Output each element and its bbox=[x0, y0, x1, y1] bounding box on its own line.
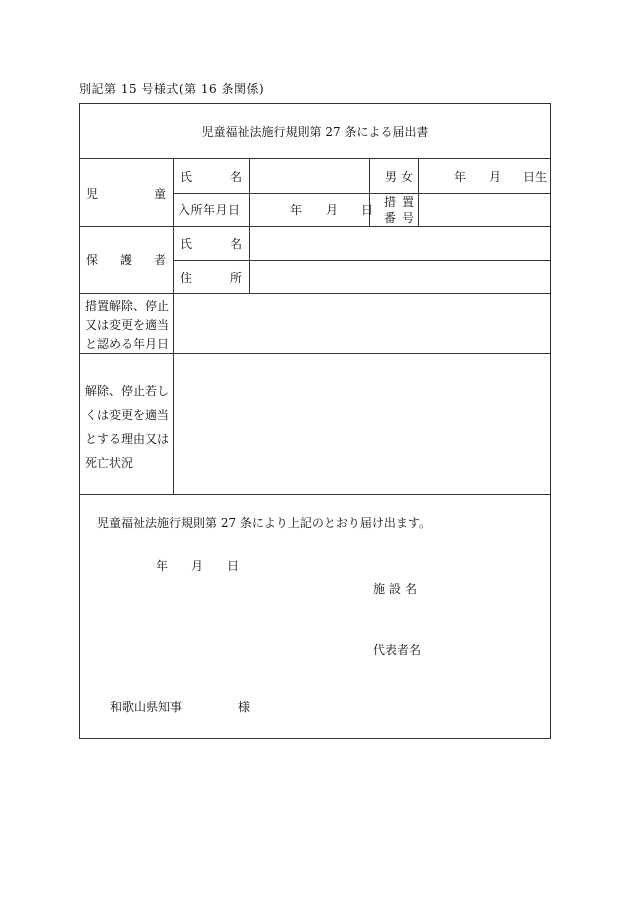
admission-date-day: 日 bbox=[361, 203, 374, 217]
admission-date-month: 月 bbox=[326, 203, 339, 217]
cancel-date-label bbox=[85, 297, 169, 354]
reason-field[interactable] bbox=[174, 354, 550, 494]
declaration-date-month: 月 bbox=[191, 559, 204, 573]
measure-number-char: 号 bbox=[401, 211, 414, 225]
guardian-name-field[interactable] bbox=[250, 227, 550, 260]
guardian-label bbox=[86, 254, 166, 266]
birth-date-field[interactable] bbox=[419, 159, 550, 193]
declaration-date-year: 年 bbox=[156, 559, 169, 573]
guardian-label-char: 護 bbox=[119, 253, 132, 267]
measure-number-char: 番 bbox=[384, 211, 397, 225]
sex-label-char: 女 bbox=[400, 170, 413, 184]
divider bbox=[80, 494, 550, 495]
honorific: 様 bbox=[238, 700, 251, 714]
admission-date-year: 年 bbox=[290, 203, 303, 217]
measure-number-label-bottom bbox=[384, 212, 414, 224]
reason-label-line: 死亡状況 bbox=[85, 456, 134, 470]
declaration-date-day: 日 bbox=[227, 559, 240, 573]
measure-number-char: 置 bbox=[401, 195, 414, 209]
child-label bbox=[86, 188, 166, 200]
guardian-label-char: 者 bbox=[153, 253, 166, 267]
guardian-label-char: 保 bbox=[86, 253, 99, 267]
cancel-date-label-line: 又は変更を適当 bbox=[85, 318, 170, 332]
cancel-date-label-line: と認める年月日 bbox=[85, 337, 170, 351]
declaration-text: 児童福祉法施行規則第 27 条により上記のとおり届け出ます。 bbox=[97, 516, 431, 530]
facility-name-label-char: 施 bbox=[373, 582, 386, 596]
facility-name-label-char: 名 bbox=[404, 582, 417, 596]
guardian-address-field[interactable] bbox=[250, 261, 550, 293]
measure-number-char: 措 bbox=[384, 195, 397, 209]
cancel-date-label-line: 措置解除、停止 bbox=[85, 299, 170, 313]
guardian-address-label-char: 住 bbox=[180, 271, 193, 285]
facility-name-label-char: 設 bbox=[388, 582, 401, 596]
child-label-char: 児 bbox=[86, 187, 99, 201]
reason-label-line: くは変更を適当 bbox=[85, 408, 170, 422]
guardian-address-label-char: 所 bbox=[229, 271, 242, 285]
admission-date-label: 入所年月日 bbox=[178, 203, 241, 217]
facility-name-label bbox=[373, 583, 417, 595]
sex-label bbox=[385, 171, 413, 183]
child-label-char: 童 bbox=[153, 187, 166, 201]
measure-number-field[interactable] bbox=[419, 194, 550, 226]
form-title: 児童福祉法施行規則第 27 条による届出書 bbox=[201, 125, 429, 139]
form-caption: 別記第 15 号様式(第 16 条関係) bbox=[79, 82, 265, 96]
notification-form bbox=[79, 103, 551, 739]
addressee: 和歌山県知事 bbox=[110, 700, 183, 714]
reason-label-line: とする理由又は bbox=[85, 432, 170, 446]
guardian-address-label bbox=[180, 272, 242, 284]
birth-date-year: 年 bbox=[454, 170, 467, 184]
measure-number-label-top bbox=[384, 196, 414, 208]
reason-label-line: 解除、停止若し bbox=[85, 384, 170, 398]
birth-date-day: 日生 bbox=[523, 170, 548, 184]
guardian-name-label-char: 氏 bbox=[180, 237, 193, 251]
child-name-label bbox=[180, 171, 242, 183]
child-name-field[interactable] bbox=[250, 159, 368, 193]
child-name-label-char: 氏 bbox=[180, 170, 193, 184]
admission-date-field[interactable] bbox=[250, 194, 368, 226]
sex-label-char: 男 bbox=[385, 170, 398, 184]
guardian-name-label bbox=[180, 238, 242, 250]
guardian-name-label-char: 名 bbox=[229, 237, 242, 251]
birth-date-month: 月 bbox=[489, 170, 502, 184]
cancel-date-field[interactable] bbox=[174, 294, 550, 353]
representative-label: 代表者名 bbox=[373, 643, 422, 657]
reason-label bbox=[85, 379, 169, 475]
child-name-label-char: 名 bbox=[229, 170, 242, 184]
